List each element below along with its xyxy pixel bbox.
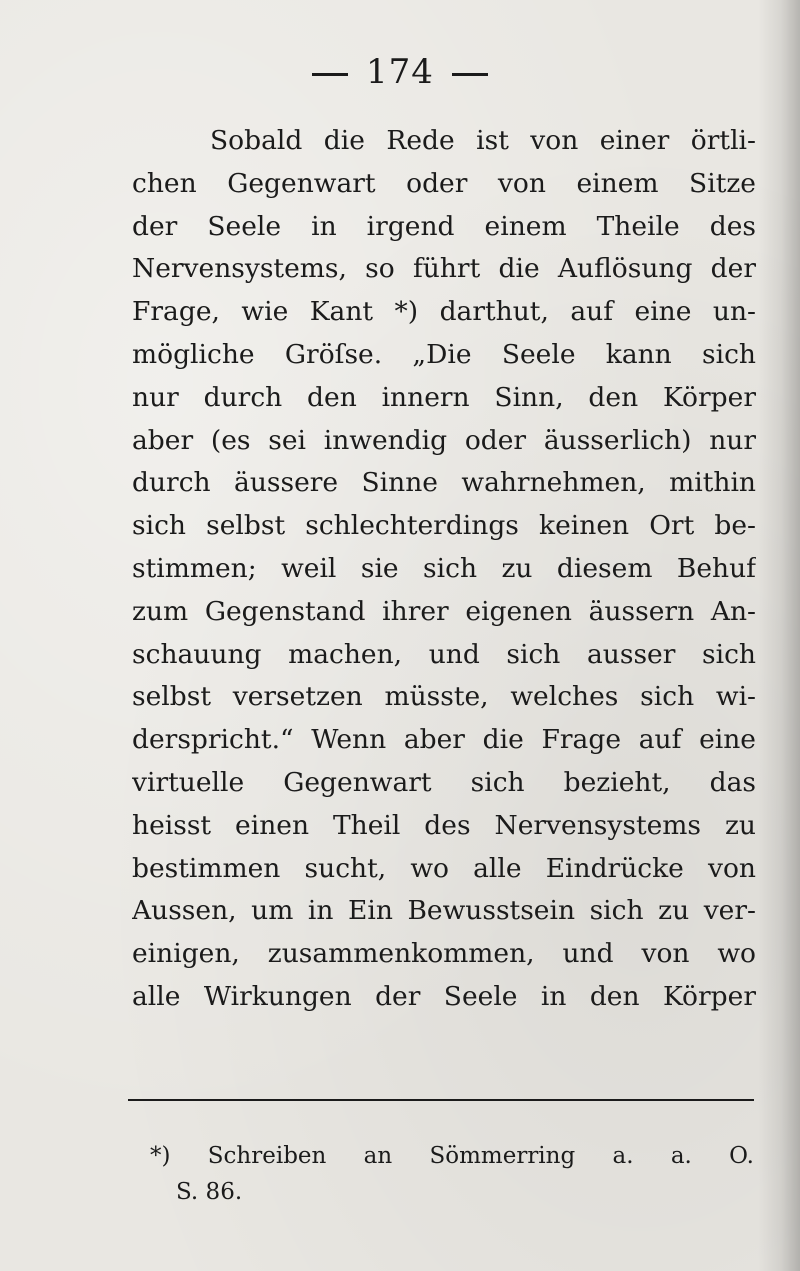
text-line-2: chen Gegenwart oder von einem Sitze (132, 167, 756, 199)
footnote-line-2: S. 86. (176, 1179, 243, 1205)
page-header (0, 52, 800, 92)
header-dash-right (452, 73, 488, 76)
page-number: 174 (366, 52, 434, 92)
footnote-rule (128, 1099, 754, 1101)
text-line-8: aber (es sei inwendig oder äusserlich) nur (132, 424, 756, 456)
text-line-16: virtuelle Gegenwart sich bezieht, das (132, 766, 756, 798)
main-text (132, 120, 756, 1019)
text-line-11: stimmen; weil sie sich zu diesem Behuf (132, 552, 756, 584)
text-line-19: Aussen, um in Ein Bewusstsein sich zu ver- (132, 895, 756, 927)
text-line-17: heisst einen Theil des Nervensystems zu (132, 809, 756, 841)
text-line-3: der Seele in irgend einem Theile des (132, 210, 756, 242)
footnote-line-1: *) Schreiben an Sömmerring a. a. O. (150, 1143, 754, 1169)
text-line-21: alle Wirkungen der Seele in den Körper (132, 980, 756, 1012)
text-line-14: selbst versetzen müsste, welches sich wi- (132, 681, 756, 713)
page-edge-shadow (758, 0, 800, 1271)
text-line-5: Frage, wie Kant *) darthut, auf eine un- (132, 296, 756, 328)
text-line-4: Nervensystems, so führt die Auflösung der (132, 253, 756, 285)
text-line-9: durch äussere Sinne wahrnehmen, mithin (132, 467, 756, 499)
text-line-1: Sobald die Rede ist von einer örtli- (210, 125, 756, 156)
text-line-7: nur durch den innern Sinn, den Körper (132, 381, 756, 413)
text-line-13: schauung machen, und sich ausser sich (132, 638, 756, 670)
text-line-10: sich selbst schlechterdings keinen Ort be- (132, 510, 756, 542)
footnote (150, 1138, 754, 1210)
text-line-6: mögliche Gröſse. „Die Seele kann sich (132, 338, 756, 370)
text-line-18: bestimmen sucht, wo alle Eindrücke von (132, 852, 756, 884)
text-line-20: einigen, zusammenkommen, und von wo (132, 938, 756, 970)
text-line-12: zum Gegenstand ihrer eigenen äussern An- (132, 595, 756, 627)
text-line-15: derspricht.“ Wenn aber die Frage auf eine (132, 724, 756, 756)
header-dash-left (312, 73, 348, 76)
